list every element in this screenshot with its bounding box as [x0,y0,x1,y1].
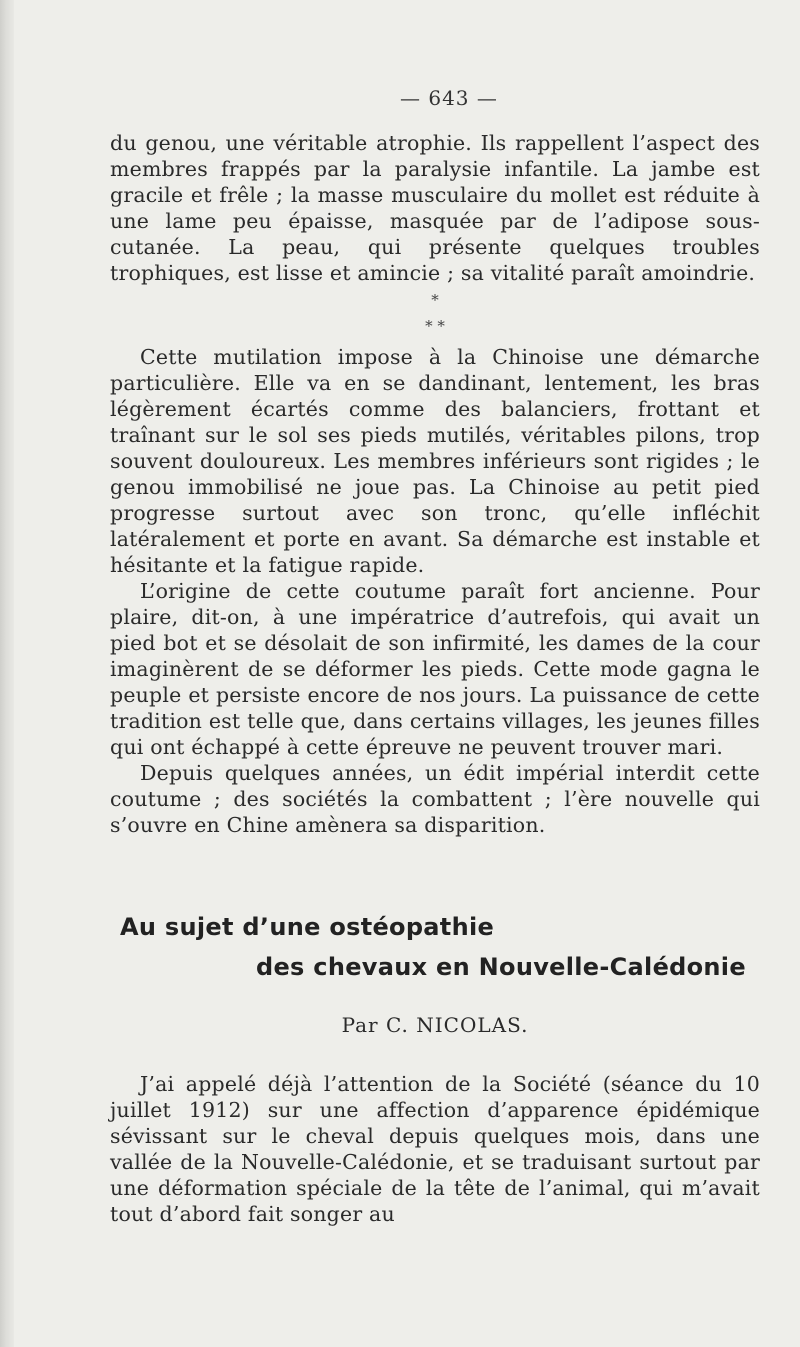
page-edge-shadow [0,0,14,1347]
article-title-line1: Au sujet d’une ostéopathie [120,913,495,941]
article-byline: Par C. NICOLAS. [341,1013,529,1037]
intro-paragraph-block [110,130,760,286]
article-title-line2: des chevaux en Nouvelle-Calédonie [256,953,746,981]
article-body-paragraph: J’ai appelé déjà l’attention de la Société (séance du 10 juillet 1912) sur une affection d’apparence épidémique sévissant sur le cheval depuis quelques mois, dans une vallée de la Nouvelle-Calédonie, et se traduisant surtout par une déformation spéciale de la tête de l’animal, qui m’avait tout d’abord fait songer au [110,1072,760,1226]
paragraph-edict: Depuis quelques années, un édit impérial interdit cette coutume ; des sociétés la combattent ; l’ère nouvelle qui s’ouvre en Chine amènera sa disparition. [110,761,760,837]
paragraph-gait: Cette mutilation impose à la Chinoise une démarche particulière. Elle va en se dandinant, lentement, les bras légèrement écartés comme des balanciers, frottant et traînant sur le sol ses pieds mutilés, véritables pilons, trop souvent douloureux. Les membres inférieurs sont rigides ; le genou immobilisé ne joue pas. La Chinoise au petit pied progresse surtout avec son tronc, qu’elle infléchit latéralement et porte en avant. Sa démarche est instable et hésitante et la fatigue rapide. [110,345,760,577]
section-separator-bottom: * * [425,317,445,335]
article-body-block [110,1071,760,1227]
paragraph-origin: L’origine de cette coutume paraît fort ancienne. Pour plaire, dit-on, à une impératrice d’autrefois, qui avait un pied bot et se désolait de son infirmité, les dames de la cour imaginèrent de se déformer les pieds. Cette mode gagna le peuple et persiste encore de nos jours. La puissance de cette tradition est telle que, dans certains villages, les jeunes filles qui ont échappé à cette épreuve ne peuvent trouver mari. [110,579,760,759]
section-separator-top: * [431,291,439,309]
body-paragraphs [110,344,760,838]
page-number: — 643 — [400,86,498,110]
intro-paragraph: du genou, une véritable atrophie. Ils rappellent l’aspect des membres frappés par la paralysie infantile. La jambe est gracile et frêle ; la masse musculaire du mollet est réduite à une lame peu épaisse, masquée par de l’adipose sous-cutanée. La peau, qui présente quelques troubles trophiques, est lisse et amincie ; sa vitalité paraît amoindrie. [110,131,760,285]
